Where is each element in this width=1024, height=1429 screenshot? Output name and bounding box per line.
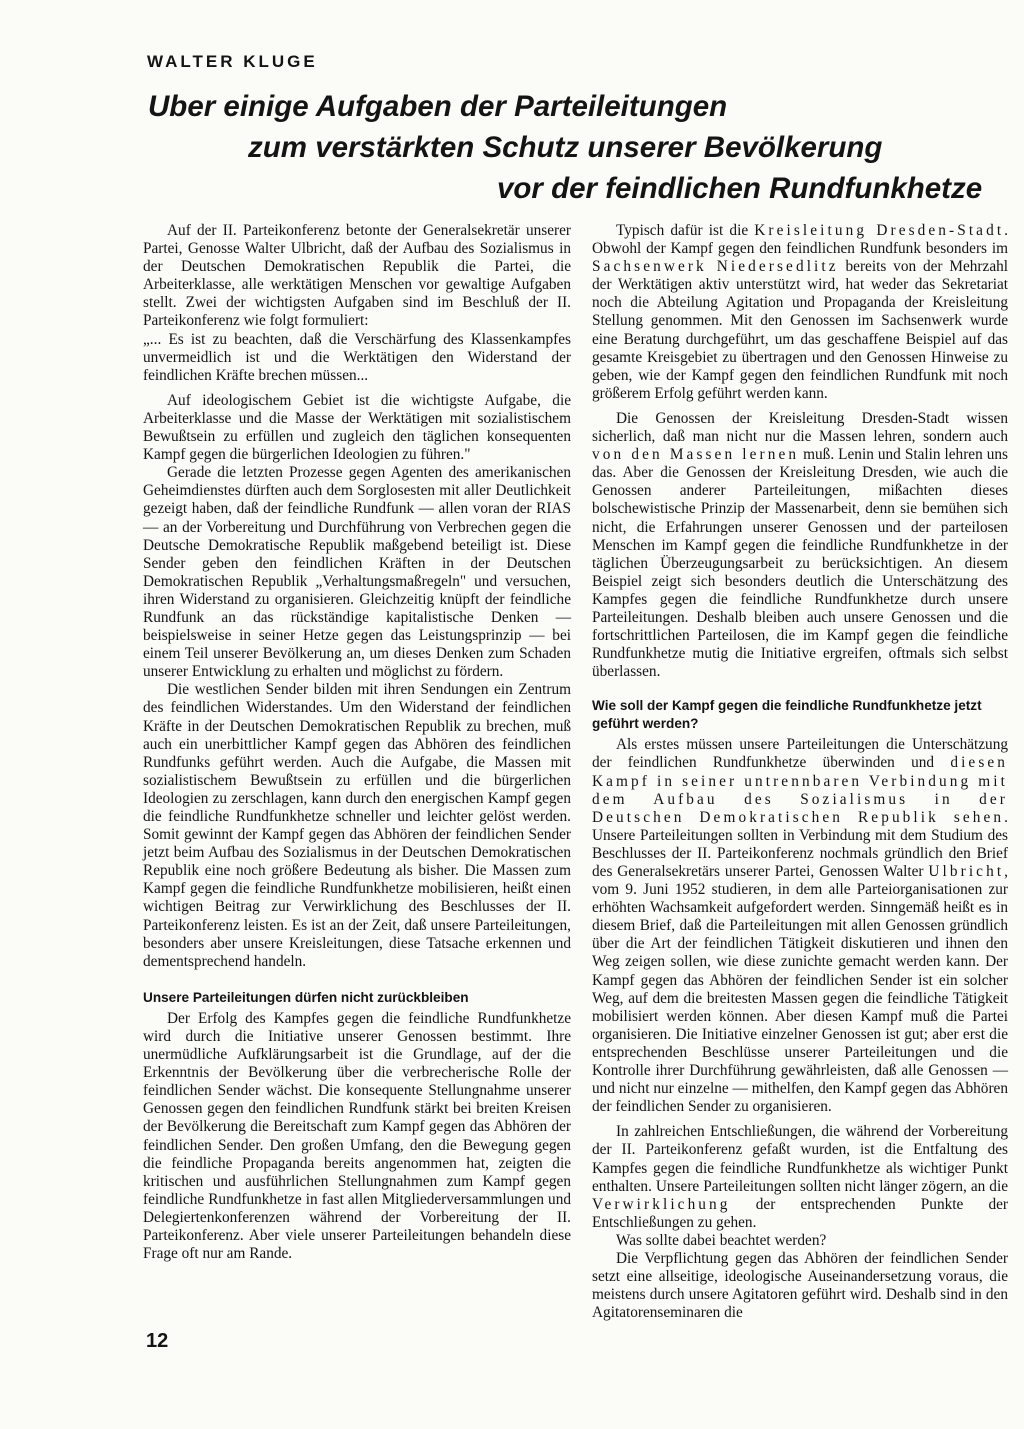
section-heading: Unsere Parteileitungen dürfen nicht zurückbleiben xyxy=(143,989,469,1005)
title-line-1: Uber einige Aufgaben der Parteileitungen xyxy=(148,90,728,123)
paragraph: Gerade die letzten Prozesse gegen Agenten des amerikanischen Geheimdienstes dürften auch dem Sorglosesten mit aller Deutlichkeit gezeigt haben, daß der feindliche Rundfunk — allen voran der RIAS — an der Vorbereitung und Durchführung von Verbrechen gegen die Deutsche Demokratische Republik maßgebend beteiligt ist. Diese Sender geben den feindlichen Kräften in der Deutschen Demokratischen Republik „Verhaltungsmaßregeln" und versuchen, ihren Widerstand zu organisieren. Gleichzeitig knüpft der feindliche Rundfunk an das rückständige kapitalistische Denken — beispielsweise in seiner Hetze gegen das Leistungsprinzip — bei einem Teil unserer Bevölkerung an, um dieses Denken zum Schaden unserer Entwicklung zu erhalten und möglichst zu fördern. xyxy=(143,464,571,681)
paragraph: In zahlreichen Entschließungen, die während der Vorbereitung der II. Parteikonferenz gefaßt wurden, ist die Entfaltung des Kampfes gegen die feindliche Rundfunkhetze als wichtiger Punkt enthalten. Unsere Parteileitungen sollten nicht länger zögern, an die Verwirklichung der entsprechenden Punkte der Entschließungen zu gehen. xyxy=(592,1123,1008,1231)
left-column xyxy=(143,222,571,1263)
quote-paragraph: Auf ideologischem Gebiet ist die wichtigste Aufgabe, die Arbeiterklasse und die Masse der Werktätigen mit sozialistischem Bewußtsein zu erfüllen und zugleich den täglichen konsequenten Kampf gegen die bürgerlichen Ideologien zu führen." xyxy=(143,391,571,464)
article-title xyxy=(140,86,1020,209)
paragraph: Auf der II. Parteikonferenz betonte der Generalsekretär unserer Partei, Genosse Walter Ulbricht, daß der Aufbau des Sozialismus in der Deutschen Demokratischen Republik die Partei, die Arbeiterklasse, alle werktätigen Menschen vor gewaltige Aufgaben stellt. Zwei der wichtigsten Aufgaben sind im Beschluß der II. Parteikonferenz wie folgt formuliert: xyxy=(143,222,571,330)
title-line-3: vor der feindlichen Rundfunkhetze xyxy=(497,172,983,205)
author-name: WALTER KLUGE xyxy=(147,52,318,71)
paragraph: Typisch dafür ist die Kreisleitung Dresden-Stadt. Obwohl der Kampf gegen den feindlichen Rundfunk besonders im Sachsenwerk Niedersedlitz bereits von der Mehrzahl der Werktätigen aktiv unterstützt wird, hat weder das Sekretariat noch die Abteilung Agitation und Propaganda der Kreisleitung Stellung genommen. Mit den Genossen im Sachsenwerk wurde eine Beratung durchgeführt, um das geschaffene Beispiel auf das gesamte Kreisgebiet zu übertragen und den Genossen Hinweise zu geben, wie der Kampf gegen den feindlichen Rundfunk mit noch größerem Erfolg geführt werden kann. xyxy=(592,222,1009,402)
paragraph: Als erstes müssen unsere Parteileitungen die Unterschätzung der feindlichen Rundfunkhetze überwinden und diesen Kampf in seiner untrennbaren Verbindung mit dem Aufbau des Sozialismus in der Deutschen Demokratischen Republik sehen. Unsere Parteileitungen sollten in Verbindung mit dem Studium des Beschlusses der II. Parteikonferenz nochmals gründlich den Brief des Generalsekretärs unserer Partei, Genossen Walter Ulbricht, vom 9. Juni 1952 studieren, in dem alle Parteiorganisationen zur erhöhten Wachsamkeit aufgefordert werden. Sinngemäß heißt es in diesem Brief, daß die Parteileitungen mit allen Genossen gründlich über die Art der feindlichen Tätigkeit diskutieren und ihnen den Weg zeigen sollen, wie diese zunichte gemacht werden kann. Der Kampf gegen das Abhören der feindlichen Sender ist ein solcher Weg, auf dem die breitesten Massen gegen die feindliche Tätigkeit mobilisiert werden können. Aber diesen Kampf muß die Partei organisieren. Die Initiative einzelner Genossen ist gut; aber erst die entsprechenden Beschlüsse unserer Parteileitungen und die Kontrolle ihrer Durchführung gewährleisten, daß alle Genossen — und nicht nur einzelne — mithelfen, den Kampf gegen das Abhören der feindlichen Sender zu organisieren. xyxy=(592,736,1009,1116)
title-line-2: zum verstärkten Schutz unserer Bevölkerung xyxy=(248,131,883,164)
right-column xyxy=(592,222,1008,1322)
paragraph: Die Verpflichtung gegen das Abhören der feindlichen Sender setzt eine allseitige, ideologische Auseinandersetzung voraus, die meistens durch unsere Agitatoren geführt wird. Deshalb sind in den Agitatorenseminaren die xyxy=(592,1249,1008,1322)
paragraph: Die Genossen der Kreisleitung Dresden-Stadt wissen sicherlich, daß man nicht nur die Massen lehren, sondern auch von den Massen lernen muß. Lenin und Stalin lehren uns das. Aber die Genossen der Kreisleitung Dresden, wie auch die Genossen anderer Parteileitungen, mißachten dieses bolschewistische Prinzip der Massenarbeit, denn sie bemühen sich nicht, die Erfahrungen unserer Genossen und der parteilosen Menschen im Kampf gegen die feindliche Rundfunkhetze in der täglichen Überzeugungsarbeit zu berücksichtigen. An diesem Beispiel zeigt sich besonders deutlich die Unterschätzung des Kampfes gegen die feindliche Rundfunkhetze durch unsere Parteileitungen. Deshalb bleiben auch unsere Genossen und die fortschrittlichen Parteilosen, die im Kampf gegen die feindliche Rundfunkhetze mutig die Initiative ergreifen, oftmals sich selbst überlassen. xyxy=(592,409,1009,681)
page-number: 12 xyxy=(146,1330,169,1352)
paragraph: Die westlichen Sender bilden mit ihren Sendungen ein Zentrum des feindlichen Widerstandes. Um den Widerstand der feindlichen Kräfte in der Deutschen Demokratischen Republik zu brechen, muß auch ein unerbittlicher Kampf gegen das Abhören des feindlichen Rundfunks geführt werden. Auch die Aufgabe, die Massen mit sozialistischem Bewußtsein zu erfüllen und die bürgerlichen Ideologien zu zerschlagen, kann durch den energischen Kampf gegen die feindliche Rundfunkhetze schneller und leichter gelöst werden. Somit gewinnt der Kampf gegen das Abhören der feindlichen Sender jetzt beim Aufbau des Sozialismus in der Deutschen Demokratischen Republik eine noch größere Bedeutung als bisher. Die Massen zum Kampf gegen die feindliche Rundfunkhetze mobilisieren, heißt einen wichtigen Beitrag zur Verwirklichung des Beschlusses der II. Parteikonferenz leisten. Es ist an der Zeit, daß unsere Parteileitungen, besonders aber unsere Kreisleitungen, diese Tatsache erkennen und dementsprechend handeln. xyxy=(143,681,571,970)
section-heading: Wie soll der Kampf gegen die feindliche Rundfunkhetze jetzt geführt werden? xyxy=(592,698,982,732)
quote-paragraph: „... Es ist zu beachten, daß die Verschärfung des Klassenkampfes unvermeidlich ist und die Werktätigen den Widerstand der feindlichen Kräfte brechen müssen... xyxy=(143,330,571,384)
paragraph: Der Erfolg des Kampfes gegen die feindliche Rundfunkhetze wird durch die Initiative unserer Genossen bestimmt. Ihre unermüdliche Aufklärungsarbeit ist die Grundlage, auf der die Erkenntnis der Bevölkerung über die verbrecherische Rolle der feindlichen Sender wächst. Die konsequente Stellungnahme unserer Genossen gegen den feindlichen Rundfunk stärkt bei breiten Kreisen der Bevölkerung die Bereitschaft zum Kampf gegen das Abhören der feindlichen Sender. Den großen Umfang, den die Bewegung gegen die feindliche Propaganda bereits angenommen hat, zeigten die kritischen und ausführlichen Stellungnahmen zum Kampf gegen feindliche Rundfunkhetze in fast allen Mitgliederversammlungen und Delegiertenkonferenzen während der Vorbereitung der II. Parteikonferenz. Aber viele unserer Parteileitungen behandeln diese Frage oft nur am Rande. xyxy=(143,1009,571,1263)
paragraph: Was sollte dabei beachtet werden? xyxy=(616,1231,827,1249)
